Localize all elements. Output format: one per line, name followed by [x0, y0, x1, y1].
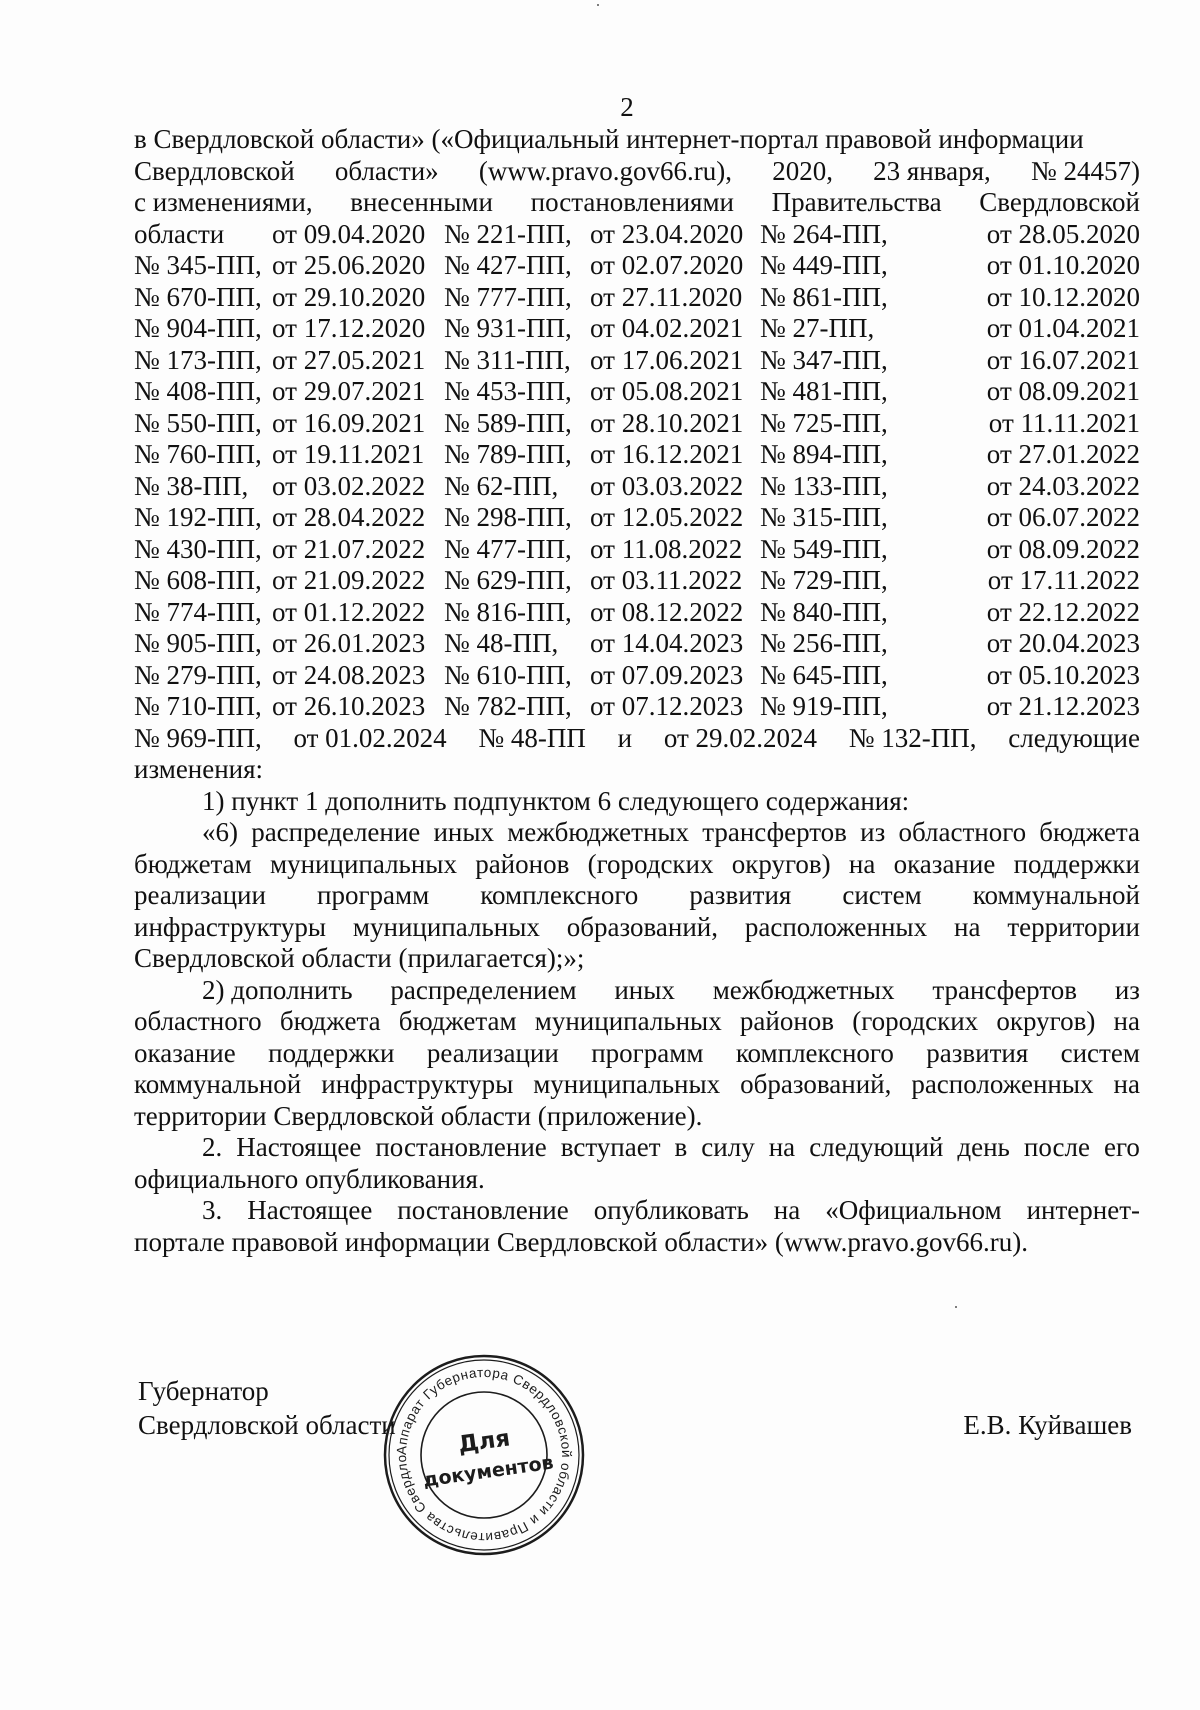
- text-segment: из: [1114, 974, 1140, 1005]
- text-segment: «Официальном: [825, 1195, 1002, 1225]
- intro-line: [134, 187, 1140, 219]
- amendment-cell: от 20.04.2023: [986, 628, 1140, 658]
- body-line: [134, 1132, 1140, 1164]
- amendment-cell: № 453-ПП,: [444, 376, 572, 406]
- text-segment: межбюджетных: [712, 974, 895, 1005]
- text-segment: Свердловской: [979, 187, 1140, 217]
- text-segment: Правительства: [771, 187, 942, 217]
- text-segment: от 29.02.2024: [663, 722, 818, 753]
- body-line: [134, 880, 1140, 912]
- amendments-list: [134, 219, 1140, 723]
- text-segment: на: [773, 1195, 801, 1225]
- amendment-cell: от 24.03.2022: [986, 470, 1140, 501]
- text-segment: постановлениями: [530, 187, 734, 217]
- amendment-cell: № 645-ПП,: [760, 659, 888, 690]
- amendment-cell: от 22.12.2022: [986, 596, 1140, 627]
- amendment-cell: от 17.06.2021: [590, 344, 744, 375]
- amendment-cell: от 23.04.2020: [590, 218, 744, 249]
- amendment-row: [134, 282, 1140, 314]
- document-body: [134, 124, 1140, 1258]
- amendment-cell: № 608-ПП,: [134, 565, 262, 595]
- text-segment: 3.: [202, 1195, 223, 1225]
- text-segment: Настоящее: [247, 1195, 373, 1225]
- amendment-cell: от 07.09.2023: [590, 659, 744, 690]
- text-segment: день: [957, 1132, 1010, 1162]
- text-segment: распределением: [390, 974, 577, 1005]
- body-line: [134, 1006, 1140, 1038]
- amendment-cell: от 16.07.2021: [986, 344, 1140, 375]
- amendment-cell: от 08.09.2021: [986, 376, 1140, 406]
- text-segment: № 132-ПП,: [848, 722, 977, 753]
- amendment-cell: № 777-ПП,: [444, 281, 572, 312]
- amendment-cell: № 840-ПП,: [760, 596, 888, 627]
- amendments-closing: [134, 723, 1140, 755]
- text-segment: в: [674, 1132, 688, 1162]
- amendment-cell: от 27.05.2021: [272, 344, 426, 375]
- amendment-cell: № 905-ПП,: [134, 628, 262, 658]
- amendment-cell: от 17.11.2022: [987, 565, 1140, 595]
- amendment-cell: № 427-ПП,: [444, 250, 572, 280]
- text-segment: районов: [739, 1006, 835, 1036]
- amendment-cell: № 481-ПП,: [760, 376, 888, 406]
- text-segment: округов): [996, 1006, 1096, 1036]
- text-segment: Свердловской: [134, 155, 295, 186]
- amendment-cell: от 16.12.2021: [590, 439, 744, 469]
- amendment-cell: № 173-ПП,: [134, 344, 262, 375]
- amendment-cell: от 26.10.2023: [272, 691, 426, 721]
- amendment-cell: от 01.12.2022: [272, 596, 426, 627]
- amendment-row: [134, 408, 1140, 440]
- amendment-cell: № 919-ПП,: [760, 691, 888, 721]
- amendment-cell: № 782-ПП,: [444, 691, 572, 721]
- text-segment: инфраструктуры: [134, 911, 326, 942]
- amendment-cell: № 192-ПП,: [134, 502, 262, 532]
- amendment-cell: № 789-ПП,: [444, 439, 572, 469]
- text-segment: оказание: [893, 848, 996, 879]
- amendment-cell: № 449-ПП,: [760, 250, 888, 280]
- text-segment: на: [848, 848, 876, 879]
- text-segment: программ: [317, 880, 430, 910]
- amendment-cell: от 04.02.2021: [590, 313, 744, 343]
- text-segment: Настоящее: [236, 1132, 362, 1162]
- amendment-cell: № 264-ПП,: [760, 218, 888, 249]
- text-segment: бюджета: [279, 1006, 381, 1036]
- amendment-row: [134, 502, 1140, 534]
- closing-word: изменения:: [134, 754, 264, 784]
- text-segment: развития: [926, 1037, 1029, 1068]
- amendment-cell: № 279-ПП,: [134, 659, 262, 690]
- body-line: [134, 817, 1140, 849]
- body-line: [134, 912, 1140, 944]
- amendment-cell: № 48-ПП,: [444, 628, 559, 658]
- text-segment: следующие: [1008, 722, 1140, 753]
- amendment-row: [134, 471, 1140, 503]
- amendment-cell: от 28.10.2021: [590, 407, 744, 438]
- signatory-position-line2: Свердловской области: [138, 1410, 396, 1440]
- text-segment: расположенных: [911, 1069, 1094, 1099]
- svg-text:документов: документов: [421, 1451, 555, 1492]
- amendment-cell: № 345-ПП,: [134, 250, 262, 280]
- amendment-cell: № 610-ПП,: [444, 659, 572, 690]
- text-segment: распределение: [251, 817, 421, 847]
- text-segment: муниципальных: [352, 911, 540, 942]
- amendment-cell: № 729-ПП,: [760, 565, 888, 595]
- amendment-cell: от 03.02.2022: [272, 470, 426, 501]
- text-segment: расположенных: [744, 911, 928, 942]
- amendment-cell: от 01.04.2021: [986, 313, 1140, 343]
- amendment-cell: № 931-ПП,: [444, 313, 572, 343]
- body-line: [134, 786, 1140, 818]
- amendment-cell: от 12.05.2022: [590, 502, 744, 532]
- text-segment: трансфертов: [932, 974, 1078, 1005]
- amendment-cell: № 894-ПП,: [760, 439, 888, 469]
- text-segment: с изменениями,: [134, 187, 313, 217]
- intro-line: [134, 124, 1140, 156]
- text-segment: на: [1113, 1069, 1140, 1099]
- body-line: [134, 1195, 1140, 1227]
- amendment-cell: № 710-ПП,: [134, 691, 262, 721]
- text-segment: муниципальных: [534, 1006, 722, 1036]
- text-segment: районов: [475, 848, 570, 879]
- text-segment: коммунальной: [134, 1069, 302, 1099]
- text-segment: вступает: [560, 1132, 661, 1162]
- text-segment: силу: [701, 1132, 755, 1162]
- text-segment: его: [1103, 1132, 1140, 1162]
- amendment-cell: от 17.12.2020: [272, 313, 426, 343]
- amendment-cell: № 27-ПП,: [760, 313, 875, 343]
- text-segment: комплексного: [735, 1037, 894, 1068]
- amendment-row: [134, 597, 1140, 629]
- text-segment: официального опубликования.: [134, 1163, 485, 1194]
- amendment-row: [134, 376, 1140, 408]
- scan-speck: [597, 4, 599, 6]
- text-segment: бюджетам: [398, 1006, 517, 1036]
- scan-speck: [955, 1306, 957, 1308]
- amendment-cell: № 774-ПП,: [134, 596, 262, 627]
- amendment-cell: № 311-ПП,: [444, 344, 571, 375]
- amendment-cell: от 21.09.2022: [272, 565, 426, 595]
- amendment-cell: № 904-ПП,: [134, 313, 262, 343]
- text-segment: Свердловской области (прилагается);»;: [134, 943, 585, 973]
- amendment-cell: от 29.07.2021: [272, 376, 426, 406]
- text-segment: бюджета: [1039, 817, 1140, 847]
- text-segment: муниципальных: [533, 1069, 721, 1099]
- amendment-cell: от 03.11.2022: [590, 565, 743, 595]
- amendment-cell: № 133-ПП,: [760, 470, 888, 501]
- amendment-cell: № 430-ПП,: [134, 533, 262, 564]
- text-segment: после: [1023, 1132, 1090, 1162]
- intro-line: [134, 156, 1140, 188]
- text-segment: 2020,: [772, 155, 833, 186]
- text-segment: оказание: [134, 1037, 236, 1068]
- amendment-cell: от 26.01.2023: [272, 628, 426, 658]
- text-segment: муниципальных: [270, 848, 457, 879]
- text-segment: образований,: [566, 911, 718, 942]
- text-segment: в Свердловской области» («Официальный интернет-портал правовой информации: [134, 124, 1084, 154]
- text-segment: систем: [1060, 1037, 1140, 1068]
- amendment-cell: от 08.12.2022: [590, 596, 744, 627]
- amendment-row: [134, 534, 1140, 566]
- amendment-row: [134, 660, 1140, 692]
- text-segment: № 969-ПП,: [134, 722, 262, 753]
- text-segment: на: [768, 1132, 796, 1162]
- page-number: 2: [620, 92, 634, 122]
- body-line: [134, 1227, 1140, 1259]
- amendment-cell: № 861-ПП,: [760, 281, 888, 312]
- amendment-cell: от 28.05.2020: [986, 218, 1140, 249]
- text-segment: образований,: [740, 1069, 892, 1099]
- amendment-cell: от 14.04.2023: [590, 628, 744, 658]
- text-segment: (городских: [852, 1006, 979, 1036]
- body-line: [134, 1069, 1140, 1101]
- text-segment: внесенными: [350, 187, 493, 217]
- amendment-cell: № 629-ПП,: [444, 565, 572, 595]
- text-segment: областного: [898, 817, 1027, 847]
- text-segment: (www.pravo.gov66.ru),: [478, 155, 733, 186]
- amendment-row: [134, 439, 1140, 471]
- text-segment: бюджетам: [134, 848, 252, 879]
- amendment-cell: от 24.08.2023: [272, 659, 426, 690]
- body-line: [134, 1038, 1140, 1070]
- body-line: [134, 849, 1140, 881]
- text-segment: иных: [433, 817, 495, 847]
- amendment-cell: от 19.11.2021: [272, 439, 425, 469]
- amendment-row-last: [134, 723, 1140, 755]
- amendment-cell: области: [134, 218, 225, 249]
- body-line: [134, 975, 1140, 1007]
- text-segment: поддержки: [1013, 848, 1140, 879]
- text-segment: комплексного: [480, 880, 639, 910]
- text-segment: межбюджетных: [507, 817, 690, 847]
- amendment-row: [134, 219, 1140, 251]
- text-segment: и: [617, 722, 633, 753]
- text-segment: реализации: [134, 880, 266, 910]
- amendment-cell: от 06.07.2022: [986, 502, 1140, 532]
- amendment-cell: № 298-ПП,: [444, 502, 572, 532]
- text-segment: интернет-: [1026, 1195, 1140, 1225]
- body-line: [134, 1164, 1140, 1196]
- text-segment: инфраструктуры: [321, 1069, 514, 1099]
- text-segment: округов): [731, 848, 831, 879]
- amendment-cell: № 725-ПП,: [760, 407, 888, 438]
- text-segment: иных: [614, 974, 675, 1005]
- amendment-cell: № 315-ПП,: [760, 502, 888, 532]
- amendment-cell: от 02.07.2020: [590, 250, 744, 280]
- text-segment: области»: [334, 155, 439, 186]
- svg-text:Для: Для: [456, 1425, 512, 1459]
- text-segment: (городских: [587, 848, 714, 879]
- text-segment: реализации: [426, 1037, 559, 1068]
- text-segment: «6): [202, 817, 238, 847]
- amendment-row: [134, 250, 1140, 282]
- amendment-cell: от 28.04.2022: [272, 502, 426, 532]
- text-segment: постановление: [375, 1132, 547, 1162]
- amendment-cell: № 549-ПП,: [760, 533, 888, 564]
- text-segment: 23 января,: [873, 155, 991, 186]
- amendment-cell: от 03.03.2022: [590, 470, 744, 501]
- text-segment: 2.: [202, 1132, 223, 1162]
- amendment-row: [134, 691, 1140, 723]
- amendment-items: [134, 786, 1140, 1259]
- text-segment: 2) дополнить: [202, 974, 353, 1005]
- text-segment: постановление: [397, 1195, 569, 1225]
- amendment-cell: от 01.10.2020: [986, 250, 1140, 280]
- text-segment: 1) пункт 1 дополнить подпунктом 6 следующего содержания:: [202, 785, 910, 816]
- amendment-cell: от 10.12.2020: [986, 281, 1140, 312]
- amendment-cell: № 347-ПП,: [760, 344, 888, 375]
- signatory-position-line1: Губернатор: [138, 1376, 269, 1406]
- text-segment: на: [1113, 1006, 1140, 1036]
- amendment-cell: от 21.07.2022: [272, 533, 426, 564]
- amendment-row: [134, 565, 1140, 597]
- amendment-cell: № 408-ПП,: [134, 376, 262, 406]
- amendment-cell: от 05.10.2023: [986, 659, 1140, 690]
- text-segment: территории: [1007, 911, 1140, 942]
- amendment-cell: от 05.08.2021: [590, 376, 744, 406]
- amendment-cell: от 11.08.2022: [590, 533, 743, 564]
- amendment-cell: от 21.12.2023: [986, 691, 1140, 721]
- text-segment: территории Свердловской области (приложение).: [134, 1100, 703, 1131]
- signatory-name: Е.В. Куйвашев: [963, 1410, 1132, 1440]
- text-segment: опубликовать: [593, 1195, 749, 1225]
- seal-ring-text: Аппарат Губернатора Свердловской области и Правительства Свердло: [393, 1364, 575, 1546]
- amendment-row: [134, 313, 1140, 345]
- amendment-cell: от 07.12.2023: [590, 691, 744, 721]
- amendment-cell: № 38-ПП,: [134, 470, 249, 501]
- amendment-cell: от 25.06.2020: [272, 250, 426, 280]
- text-segment: следующий: [809, 1132, 944, 1162]
- text-segment: систем: [842, 880, 922, 910]
- text-segment: трансфертов: [702, 817, 847, 847]
- text-segment: из: [860, 817, 886, 847]
- text-segment: программ: [591, 1037, 704, 1068]
- amendment-cell: № 550-ПП,: [134, 407, 262, 438]
- text-segment: № 48-ПП: [478, 722, 586, 753]
- amendment-cell: № 221-ПП,: [444, 218, 572, 249]
- amendment-cell: от 29.10.2020: [272, 281, 426, 312]
- text-segment: № 24457): [1030, 155, 1140, 186]
- text-segment: коммунальной: [972, 880, 1140, 910]
- amendment-cell: № 477-ПП,: [444, 533, 572, 564]
- amendment-cell: № 670-ПП,: [134, 281, 262, 312]
- text-segment: на: [954, 911, 981, 942]
- amendment-cell: от 08.09.2022: [986, 533, 1140, 564]
- amendment-cell: № 760-ПП,: [134, 439, 262, 469]
- amendment-cell: от 27.01.2022: [986, 439, 1140, 469]
- text-segment: портале правовой информации Свердловской области» (www.pravo.gov66.ru).: [134, 1226, 1029, 1257]
- text-segment: развития: [689, 880, 792, 910]
- amendment-cell: № 62-ПП,: [444, 470, 559, 501]
- amendment-cell: № 816-ПП,: [444, 596, 572, 627]
- text-segment: областного: [134, 1006, 262, 1036]
- amendment-cell: от 11.11.2021: [988, 407, 1140, 438]
- text-segment: от 01.02.2024: [293, 722, 447, 753]
- amendment-cell: от 16.09.2021: [272, 407, 426, 438]
- amendment-cell: от 27.11.2020: [590, 281, 743, 312]
- body-line: [134, 1101, 1140, 1133]
- amendment-cell: от 09.04.2020: [272, 218, 426, 249]
- official-seal-stamp: [382, 1353, 586, 1557]
- amendment-cell: № 256-ПП,: [760, 628, 888, 658]
- amendment-cell: № 589-ПП,: [444, 407, 572, 438]
- signature-block: [138, 1374, 396, 1442]
- intro-paragraph: [134, 124, 1140, 219]
- amendment-row: [134, 345, 1140, 377]
- text-segment: поддержки: [268, 1037, 395, 1068]
- body-line: [134, 943, 1140, 975]
- amendment-row: [134, 628, 1140, 660]
